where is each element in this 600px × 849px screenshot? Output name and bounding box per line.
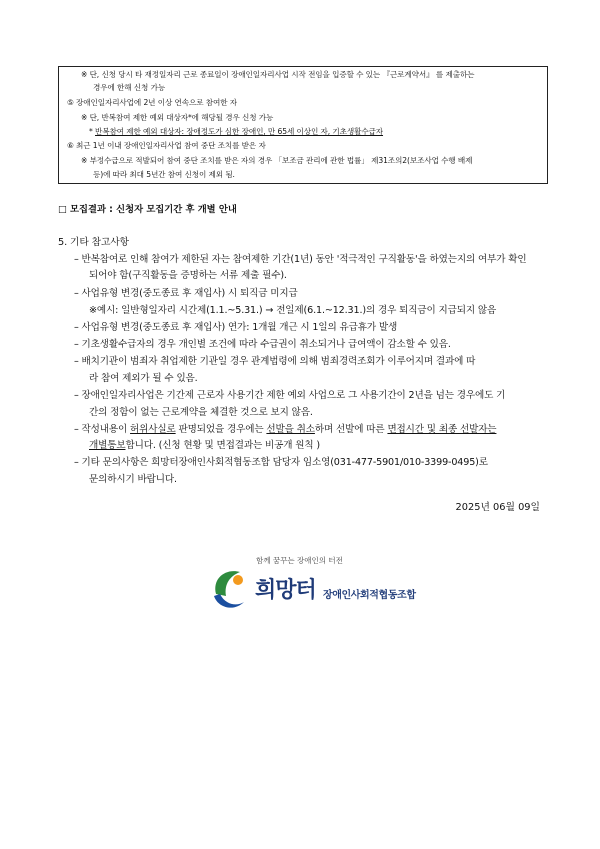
list-item: – 반복참여로 인해 참여가 제한된 자는 참여제한 기간(1년) 동안 '적극적인 구직활동'을 하였는지의 여부가 확인: [74, 254, 527, 265]
result-heading: □ 모집결과 : 신청자 모집기간 후 개별 안내: [58, 204, 237, 215]
logo-name-small: 장애인사회적협동조합: [323, 590, 416, 601]
list-item-contact-cont: 문의하시기 바랍니다.: [89, 474, 177, 485]
list-item: – 배치기관이 범죄자 취업제한 기관일 경우 관계법령에 의해 범죄경력조회가 이루어지며 결과에 따: [74, 356, 476, 367]
notice-box: [58, 66, 548, 184]
notice-line: ⑥ 최근 1년 이내 장애인일자리사업 참여 중단 조치를 받은 자: [67, 141, 266, 150]
notice-line: 경우에 한해 신청 가능: [93, 83, 166, 92]
list-item-contact: – 기타 문의사항은 희망터장애인사회적협동조합 담당자 임소영(031-477-5901/010-3399-0495)로: [74, 457, 488, 468]
list-item: – 사업유형 변경(중도종료 후 재입사) 연가: 1개월 개근 시 1일의 유급휴가 발생: [74, 322, 398, 333]
organization-logo: [208, 556, 448, 616]
notice-line: ※ 단, 반복참여 제한 예외 대상자*에 해당될 경우 신청 가능: [81, 113, 274, 122]
list-item: ※예시: 일반형일자리 시간제(1.1.~5.31.) → 전일제(6.1.~12.31.)의 경우 퇴직금이 지급되지 않음: [89, 305, 497, 316]
list-item-false-info-cont: 개별통보합니다. (신청 현황 및 면접결과는 비공개 원칙 ): [89, 440, 320, 451]
list-item: 되어야 함(구직활동을 증명하는 서류 제출 필수).: [89, 270, 287, 281]
notice-line: ※ 단, 신청 당시 타 재정일자리 근로 종료일이 장애인일자리사업 시작 전임을 입증할 수 있는 『근로계약서』 를 제출하는: [81, 70, 475, 79]
list-item: – 장애인일자리사업은 기간제 근로자 사용기간 제한 예외 사업으로 그 사용기간이 2년을 넘는 경우에도 기: [74, 390, 506, 401]
notice-line: 등)에 따라 최대 5년간 참여 신청이 제외 됨.: [93, 170, 235, 179]
notice-line: ⑤ 장애인일자리사업에 2년 이상 연속으로 참여한 자: [67, 98, 238, 107]
list-item: – 기초생활수급자의 경우 개인별 조건에 따라 수급권이 취소되거나 급여액이 감소할 수 있음.: [74, 339, 451, 350]
list-item: 간의 정함이 없는 근로계약을 체결한 것으로 보지 않음.: [89, 407, 313, 418]
list-item: – 사업유형 변경(중도종료 후 재입사) 시 퇴직금 미지급: [74, 288, 298, 299]
logo-name-big: 희망터: [255, 578, 316, 603]
list-item: 라 참여 제외가 될 수 있음.: [89, 373, 198, 384]
list-item-false-info: – 작성내용이 허위사실로 판명되었을 경우에는 선발을 취소하며 선발에 따른 면접시간 및 최종 선발자는: [74, 424, 497, 435]
document-date: 2025년 06월 09일: [455, 502, 540, 513]
section-title: 5. 기타 참고사항: [58, 237, 129, 248]
notice-line-exceptions: * 반복참여 제한 예외 대상자: 장애정도가 심한 장애인, 만 65세 이상인 자, 기초생활수급자: [89, 127, 384, 136]
notice-line: ※ 부정수급으로 적발되어 참여 중단 조치를 받은 자의 경우 「보조금 관리에 관한 법률」 제31조의2(보조사업 수행 배제: [81, 156, 473, 165]
logo-slogan: 함께 꿈꾸는 장애인의 터전: [256, 556, 343, 565]
